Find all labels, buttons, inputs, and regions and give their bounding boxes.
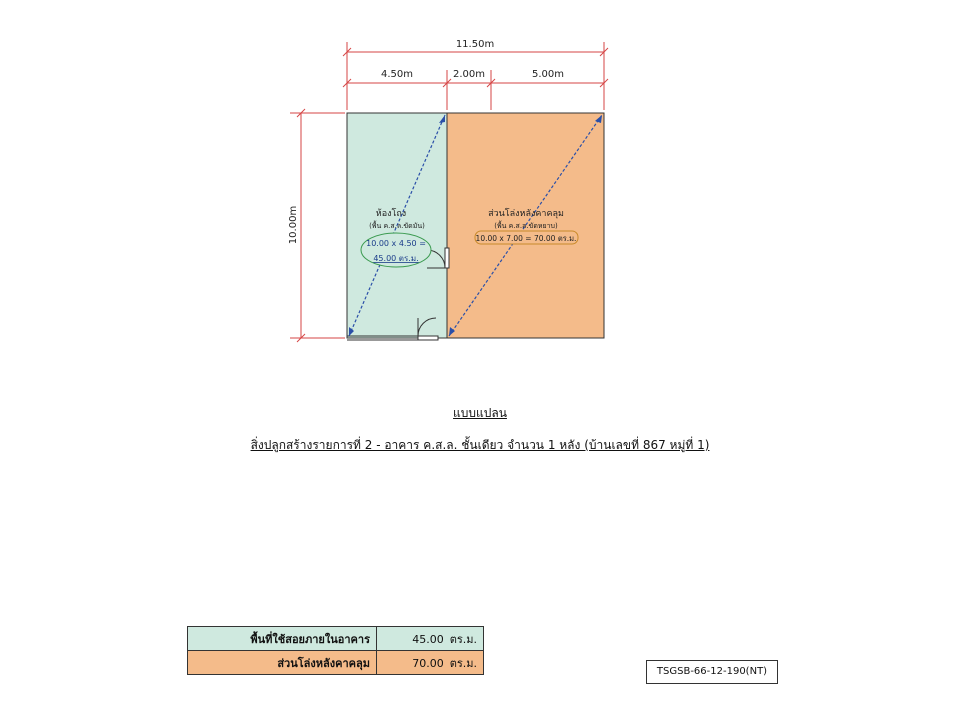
area-summary-table [187, 626, 484, 675]
dim-overall-label: 11.50m [455, 39, 495, 50]
left-room-calc: 10.00 x 4.50 = [366, 239, 426, 248]
summary-label: ส่วนโล่งหลังคาคลุม [188, 651, 377, 675]
right-room-calc: 10.00 x 7.00 = 70.00 ตร.ม. [475, 234, 577, 243]
summary-value-cell [377, 627, 484, 651]
left-room-floor: (พื้น ค.ส.ล.ขัดมัน) [369, 222, 425, 230]
right-room-name: ส่วนโล่งหลังคาคลุม [488, 209, 564, 219]
summary-label: พื้นที่ใช้สอยภายในอาคาร [188, 627, 377, 651]
plan-subtitle: สิ่งปลูกสร้างรายการที่ 2 - อาคาร ค.ส.ล. ชั้นเดียว จำนวน 1 หลัง (บ้านเลขที่ 867 หมู่ที่ 1) [250, 438, 710, 452]
summary-unit: ตร.ม. [449, 656, 477, 670]
dim-depth-label: 10.00m [288, 205, 299, 245]
plan-title: แบบแปลน [453, 406, 507, 420]
dim-seg3-label: 5.00m [531, 69, 565, 80]
reference-code: TSGSB-66-12-190(NT) [646, 660, 778, 684]
dim-seg2-label: 2.00m [452, 69, 486, 80]
left-room-name: ห้องโถง [375, 209, 407, 219]
summary-value-cell [377, 651, 484, 675]
summary-value: 45.00 [412, 632, 444, 646]
right-room-floor: (พื้น ค.ส.ล.ขัดหยาบ) [494, 222, 558, 230]
summary-value: 70.00 [412, 656, 444, 670]
summary-row-covered-area [188, 651, 484, 675]
summary-row-usable-area [188, 627, 484, 651]
left-room-area: 45.00 ตร.ม. [373, 254, 419, 263]
summary-unit: ตร.ม. [449, 632, 477, 646]
dim-seg1-label: 4.50m [380, 69, 414, 80]
